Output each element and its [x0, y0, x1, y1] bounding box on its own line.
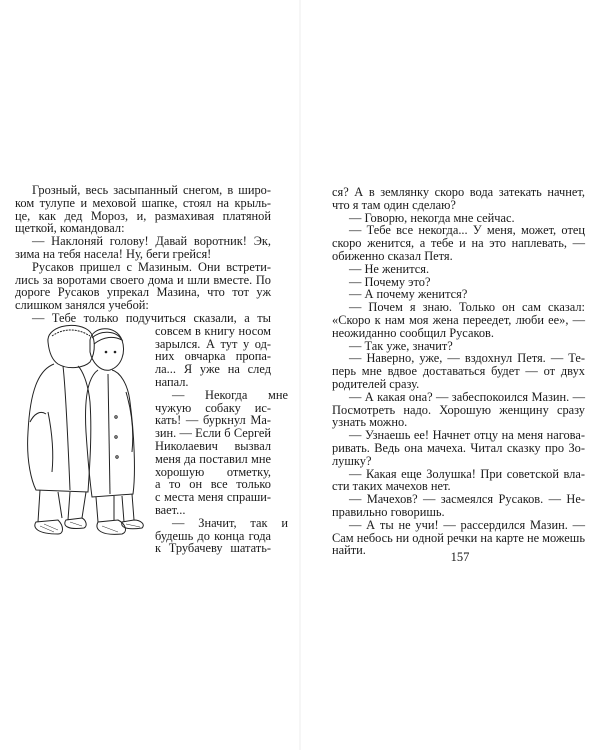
- right-page-text-line: что я там один сделаю?: [332, 197, 456, 212]
- right-page-text-line: — Не женится.: [349, 261, 430, 276]
- left-page-text-line: них овчарка пропа-: [155, 349, 271, 364]
- right-page-text-line: ривать. Ведь она мачеха. Читал сказку про Зо-: [332, 440, 585, 455]
- left-page-text-line: а то он все только: [155, 477, 271, 492]
- right-page-text-line: неожиданно сообщил Русаков.: [332, 325, 494, 340]
- page-number: 157: [450, 550, 470, 564]
- left-page-text-line: напал.: [155, 374, 189, 389]
- book-gutter: [299, 0, 301, 750]
- right-page-text-line: найти.: [332, 543, 366, 558]
- left-page-text-line: к Трубачеву шатать-: [155, 541, 271, 556]
- right-page-text-line: скоро женится, а тебе и на это наплевать, —: [332, 236, 585, 251]
- left-page-text-line: — Наклоняй голову! Давай воротник! Эк,: [32, 234, 271, 249]
- left-page-text-line: Русаков пришел с Мазиным. Они встрети-: [32, 259, 271, 274]
- left-page-text-line: зарылся. А тут у од-: [155, 336, 271, 351]
- right-page-text-line: сти таких мачехов нет.: [332, 479, 451, 494]
- left-page-text-line: ла... Я уже на след: [155, 362, 271, 377]
- right-page-text-line: обиженно сказал Петя.: [332, 248, 453, 263]
- right-page-text-line: — Почем я знаю. Только он сам сказал:: [349, 300, 585, 315]
- left-page-text-line: Грозный, весь засыпанный снегом, в широ-: [32, 183, 271, 197]
- right-page-text-line: — А какая она? — забеспокоился Мазин. —: [349, 389, 585, 404]
- right-page-text-line: — Какая еще Золушка! При советской вла-: [349, 466, 585, 481]
- right-page-text-line: — А ты не учи! — рассердился Мазин. —: [349, 517, 585, 532]
- right-page-text-line: — Тебе все некогда... У меня, может, отец: [349, 223, 585, 238]
- left-page-text-line: — Тебе только подучиться сказали, а ты: [32, 310, 271, 325]
- right-page-text-line: Посмотреть надо. Хорошую женщину сразу: [332, 402, 585, 417]
- right-page-text-line: — Почему это?: [349, 274, 431, 289]
- illustration-two-boys: [18, 322, 148, 547]
- right-page-text-line: — Узнаешь ее! Начнет отцу на меня нагова-: [349, 428, 585, 443]
- left-page-text-line: вает...: [155, 502, 186, 517]
- right-page-text-line: перь мне вдвое доставаться будет — от двух: [332, 364, 585, 379]
- left-page-text-line: хорошую отметку,: [155, 464, 271, 479]
- right-page-text-line: — Говорю, некогда мне сейчас.: [349, 210, 515, 225]
- right-page-text-line: «Скоро к нам моя жена переедет, люби ее», —: [332, 312, 585, 327]
- right-page-text-line: лушку?: [332, 453, 372, 468]
- right-page-text-line: — Наверно, уже, — вздохнул Петя. — Те-: [349, 351, 585, 366]
- left-page-text-line: — Значит, так и: [172, 515, 288, 530]
- left-page-text-line: будешь до конца года: [155, 528, 271, 543]
- left-page-text-line: — Некогда мне: [172, 387, 288, 402]
- left-page-text-line: меня да поставил мне: [155, 451, 271, 466]
- right-page-text-line: ся? А в землянку скоро вода затекать начнет,: [332, 185, 585, 199]
- left-page-text-line: зима на тебя насела! Ну, беги грейся!: [15, 246, 212, 261]
- left-page-text-line: кать! — буркнул Ма-: [155, 413, 271, 428]
- left-page-text-line: совсем в книгу носом: [155, 323, 271, 338]
- left-page-text-line: слишком занялся учебой:: [15, 298, 149, 313]
- left-page-text-line: лись за воротами своего дома и шли вместе. По: [15, 272, 271, 287]
- left-page-text-line: зин. — Если б Сергей: [155, 426, 271, 441]
- left-page-text-line: це, как дед Мороз, и, размахивая платяной: [15, 208, 271, 223]
- left-page-text-line: щеткой, командовал:: [15, 221, 125, 236]
- left-page-text-line: ком тулупе и меховой шапке, стоял на крыль-: [15, 195, 271, 210]
- right-page-text-line: правильно говоришь.: [332, 504, 445, 519]
- right-page-text-line: Сам небось ни одной речки на карте не можешь: [332, 530, 585, 545]
- right-page-text-line: — А почему женится?: [349, 287, 468, 302]
- right-page-text-line: узнать можно.: [332, 415, 408, 430]
- right-page-text: [332, 186, 585, 557]
- left-page-text-line: чужую собаку ис-: [155, 400, 271, 415]
- left-page-text-line: Николаевич вызвал: [155, 438, 271, 453]
- right-page-text-line: — Так уже, значит?: [349, 338, 453, 353]
- right-page-text-line: — Мачехов? — засмеялся Русаков. — Не-: [349, 492, 585, 507]
- left-page-text-line: с места меня спраши-: [155, 490, 271, 505]
- right-page-text-line: родителей сразу.: [332, 376, 420, 391]
- left-page-text-line: дороге Русаков упрекал Мазина, что тот уж: [15, 285, 271, 300]
